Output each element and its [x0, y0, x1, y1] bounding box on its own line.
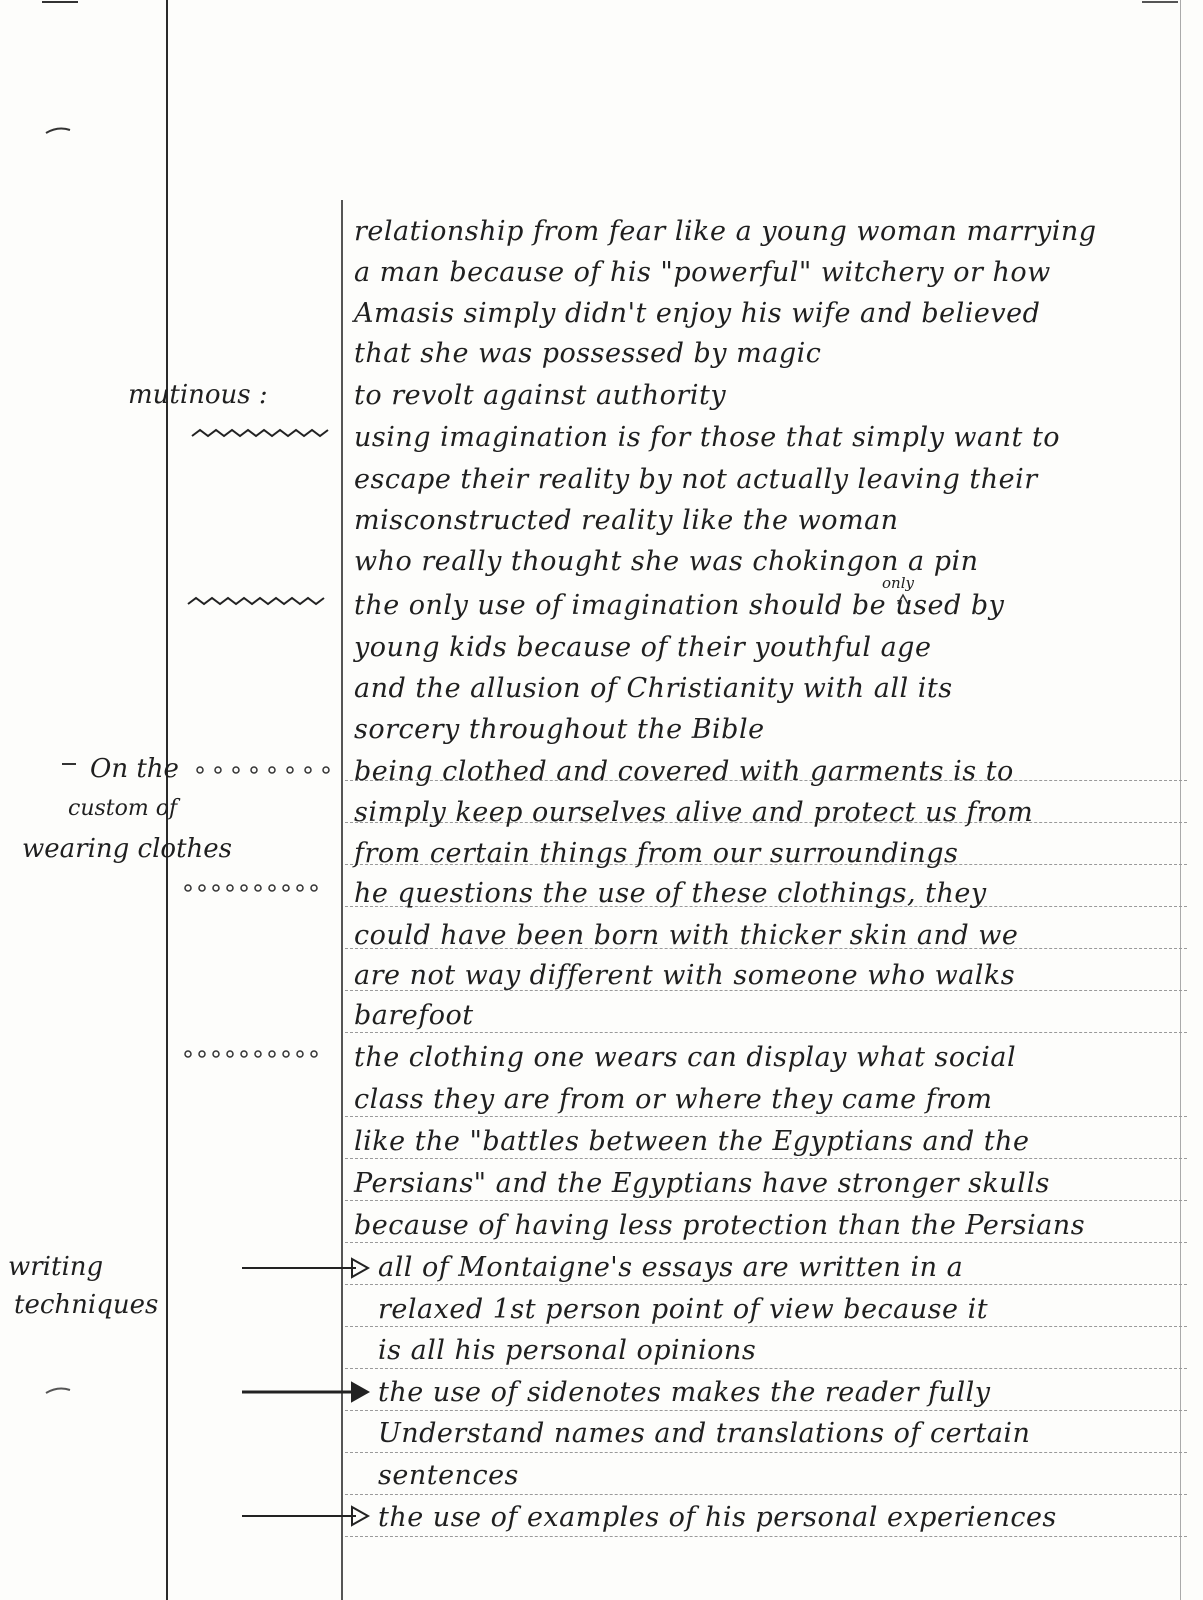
note-line: sorcery throughout the Bible: [354, 714, 765, 745]
note-line: the use of examples of his personal experiences: [378, 1502, 1057, 1533]
inserted-word: only: [882, 574, 914, 592]
ruled-line: [345, 1032, 1187, 1033]
ruled-line: [345, 1452, 1187, 1453]
note-line: and the allusion of Christianity with all its: [354, 673, 953, 704]
stray-mark: [44, 1384, 74, 1396]
note-line: because of having less protection than the Persians: [354, 1210, 1086, 1241]
note-line: misconstructed reality like the woman: [354, 505, 899, 536]
note-line: being clothed and covered with garments is to: [354, 756, 1014, 787]
note-line: using imagination is for those that simply want to: [354, 422, 1061, 453]
note-line: are not way different with someone who walks: [354, 960, 1016, 991]
dash-mark: [60, 760, 80, 768]
note-line: escape their reality by not actually leaving their: [354, 464, 1038, 495]
stray-mark: [40, 0, 80, 6]
note-line: relaxed 1st person point of view because it: [378, 1294, 989, 1325]
note-line: sentences: [378, 1460, 519, 1491]
note-line: all of Montaigne's essays are written in a: [378, 1252, 964, 1283]
note-line: a man because of his "powerful" witchery or how: [354, 257, 1051, 288]
margin-label-custom-of: custom of: [68, 796, 178, 821]
margin-label-on-the: On the: [90, 754, 179, 784]
ruled-line: [345, 1368, 1187, 1369]
caret-mark: [896, 592, 910, 606]
note-line: the clothing one wears can display what social: [354, 1042, 1017, 1073]
note-line: barefoot: [354, 1000, 474, 1031]
ruled-line: [345, 1242, 1187, 1243]
wavy-arrow-icon: [190, 424, 350, 446]
note-line: class they are from or where they came from: [354, 1084, 993, 1115]
right-edge-rule: [1180, 0, 1181, 1600]
note-line: simply keep ourselves alive and protect us from: [354, 797, 1034, 828]
note-line: he questions the use of these clothings, they: [354, 878, 987, 909]
stray-mark: [44, 124, 74, 136]
dotted-leader-icon: [180, 880, 330, 896]
stray-mark: [1140, 0, 1180, 6]
ruled-line: [345, 1116, 1187, 1117]
note-line: Amasis simply didn't enjoy his wife and believed: [354, 298, 1041, 329]
dotted-leader-icon: [180, 1046, 330, 1062]
note-line: the use of sidenotes makes the reader fully: [378, 1377, 991, 1408]
arrow-right-icon: [240, 1256, 375, 1280]
margin-label-writing: writing: [8, 1252, 104, 1282]
note-line: is all his personal opinions: [378, 1335, 757, 1366]
note-line: like the "battles between the Egyptians and the: [354, 1126, 1030, 1157]
dotted-leader-icon: [192, 762, 342, 778]
note-line: Persians" and the Egyptians have stronger skulls: [354, 1168, 1050, 1199]
note-line: from certain things from our surroundings: [354, 838, 959, 869]
note-line: the only use of imagination should be used by: [354, 590, 1005, 621]
arrow-right-icon: [240, 1380, 375, 1404]
arrow-right-icon: [240, 1504, 375, 1528]
note-line: to revolt against authority: [354, 380, 727, 411]
note-line: Understand names and translations of certain: [378, 1418, 1031, 1449]
note-line: young kids because of their youthful age: [354, 632, 932, 663]
ruled-line: [345, 1158, 1187, 1159]
wavy-arrow-icon: [186, 592, 346, 614]
ruled-line: [345, 1494, 1187, 1495]
margin-label-techniques: techniques: [14, 1290, 159, 1320]
ruled-line: [345, 1200, 1187, 1201]
margin-label-wearing-clothes: wearing clothes: [22, 834, 232, 864]
margin-label-mutinous: mutinous :: [128, 380, 268, 410]
ruled-line: [345, 1536, 1187, 1537]
ruled-line: [345, 1326, 1187, 1327]
note-line: could have been born with thicker skin and we: [354, 920, 1019, 951]
note-line: that she was possessed by magic: [354, 338, 822, 369]
note-line: relationship from fear like a young woman marrying: [354, 216, 1097, 247]
note-line: who really thought she was chokingon a pin: [354, 546, 979, 577]
ruled-line: [345, 1410, 1187, 1411]
ruled-line: [345, 1284, 1187, 1285]
